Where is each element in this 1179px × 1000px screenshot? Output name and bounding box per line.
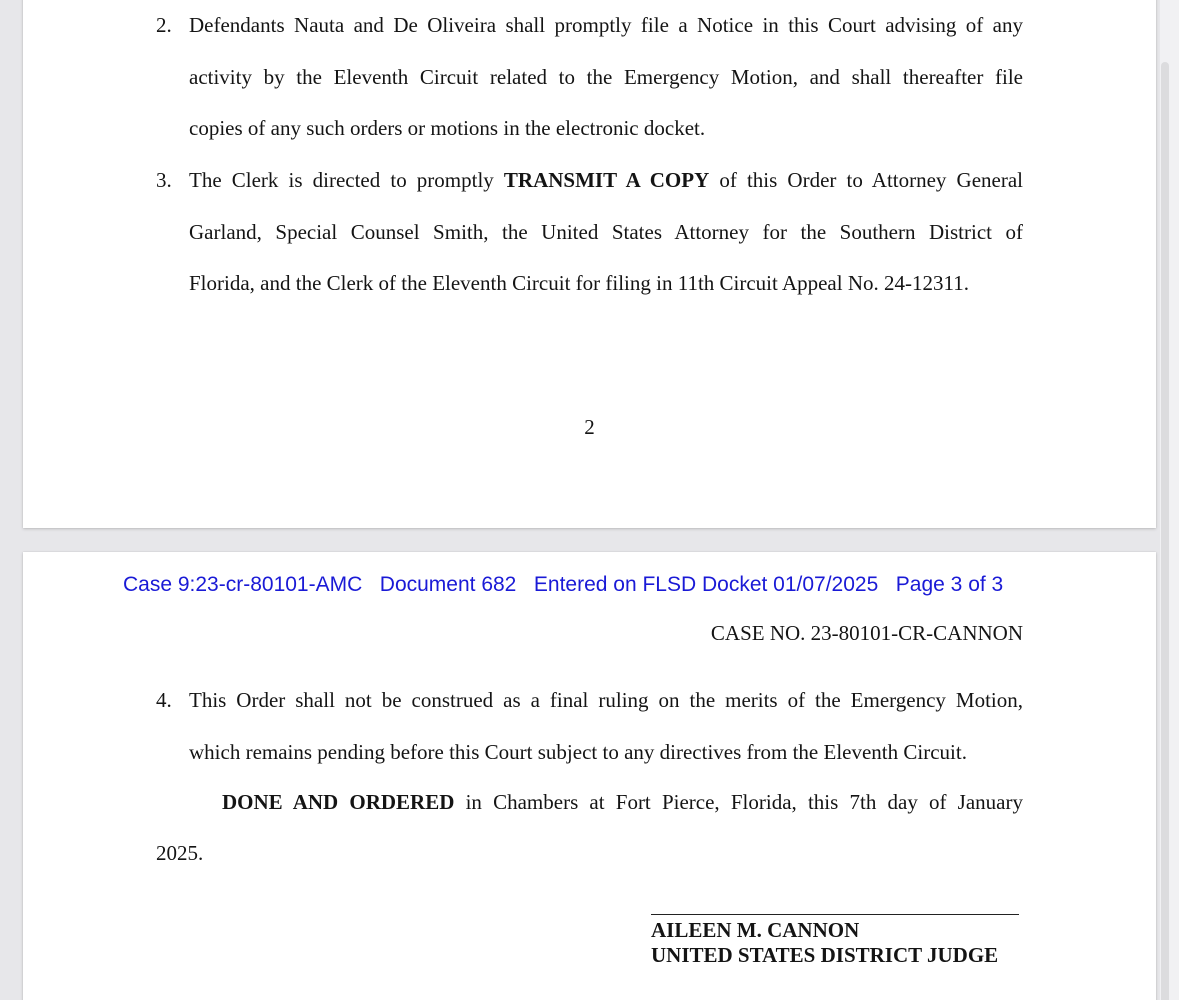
text-line: Defendants Nauta and De Oliveira shall promptly file a Notice in this Court advising of any xyxy=(189,13,1023,37)
text-line: This Order shall not be construed as a final ruling on the merits of the Emergency Motion, xyxy=(189,688,1023,712)
order-item-4 xyxy=(156,675,1023,778)
text-line: Florida, and the Clerk of the Eleventh Circuit for filing in 11th Circuit Appeal No. 24-12311. xyxy=(189,271,969,295)
order-item-2 xyxy=(156,0,1023,155)
item-number: 3. xyxy=(156,168,172,192)
document-page-2 xyxy=(23,0,1156,528)
done-and-ordered-bold: DONE AND ORDERED xyxy=(222,790,455,814)
text-run: of this Order to Attorney General xyxy=(709,168,1023,192)
case-number: CASE NO. 23-80101-CR-CANNON xyxy=(710,621,1023,645)
text-line xyxy=(189,155,1023,207)
done-and-ordered xyxy=(222,777,1023,829)
text-run: The Clerk is directed to promptly xyxy=(189,168,504,192)
entered-stamp: Entered on FLSD Docket 01/07/2025 xyxy=(533,573,879,596)
scrollbar-thumb[interactable] xyxy=(1161,62,1169,1000)
text-line: copies of any such orders or motions in the electronic docket. xyxy=(189,116,706,140)
text-line: Garland, Special Counsel Smith, the United States Attorney for the Southern District of xyxy=(189,219,1023,244)
text-line: which remains pending before this Court subject to any directives from the Eleventh Circuit. xyxy=(189,739,967,764)
document-stamp: Document 682 xyxy=(379,573,517,596)
document-page-3 xyxy=(23,552,1156,1000)
page-stamp: Page 3 of 3 xyxy=(895,573,1004,596)
done-year: 2025. xyxy=(156,841,204,865)
signature-line xyxy=(651,914,1019,915)
case-stamp: Case 9:23-cr-80101-AMC xyxy=(123,573,363,596)
text-run: in Chambers at Fort Pierce, Florida, this 7th day of January xyxy=(454,790,1023,814)
item-number: 4. xyxy=(156,688,172,712)
page-number: 2 xyxy=(584,415,595,439)
order-item-3 xyxy=(156,155,1023,310)
docket-header-stamp xyxy=(123,573,1003,597)
judge-title: UNITED STATES DISTRICT JUDGE xyxy=(651,943,999,967)
text-line xyxy=(222,777,1023,829)
judge-name: AILEEN M. CANNON xyxy=(651,918,860,942)
text-line: activity by the Eleventh Circuit related to the Emergency Motion, and shall thereafter file xyxy=(189,64,1023,89)
signature-block xyxy=(651,918,998,968)
item-number: 2. xyxy=(156,13,172,37)
transmit-a-copy-bold: TRANSMIT A COPY xyxy=(503,168,710,192)
